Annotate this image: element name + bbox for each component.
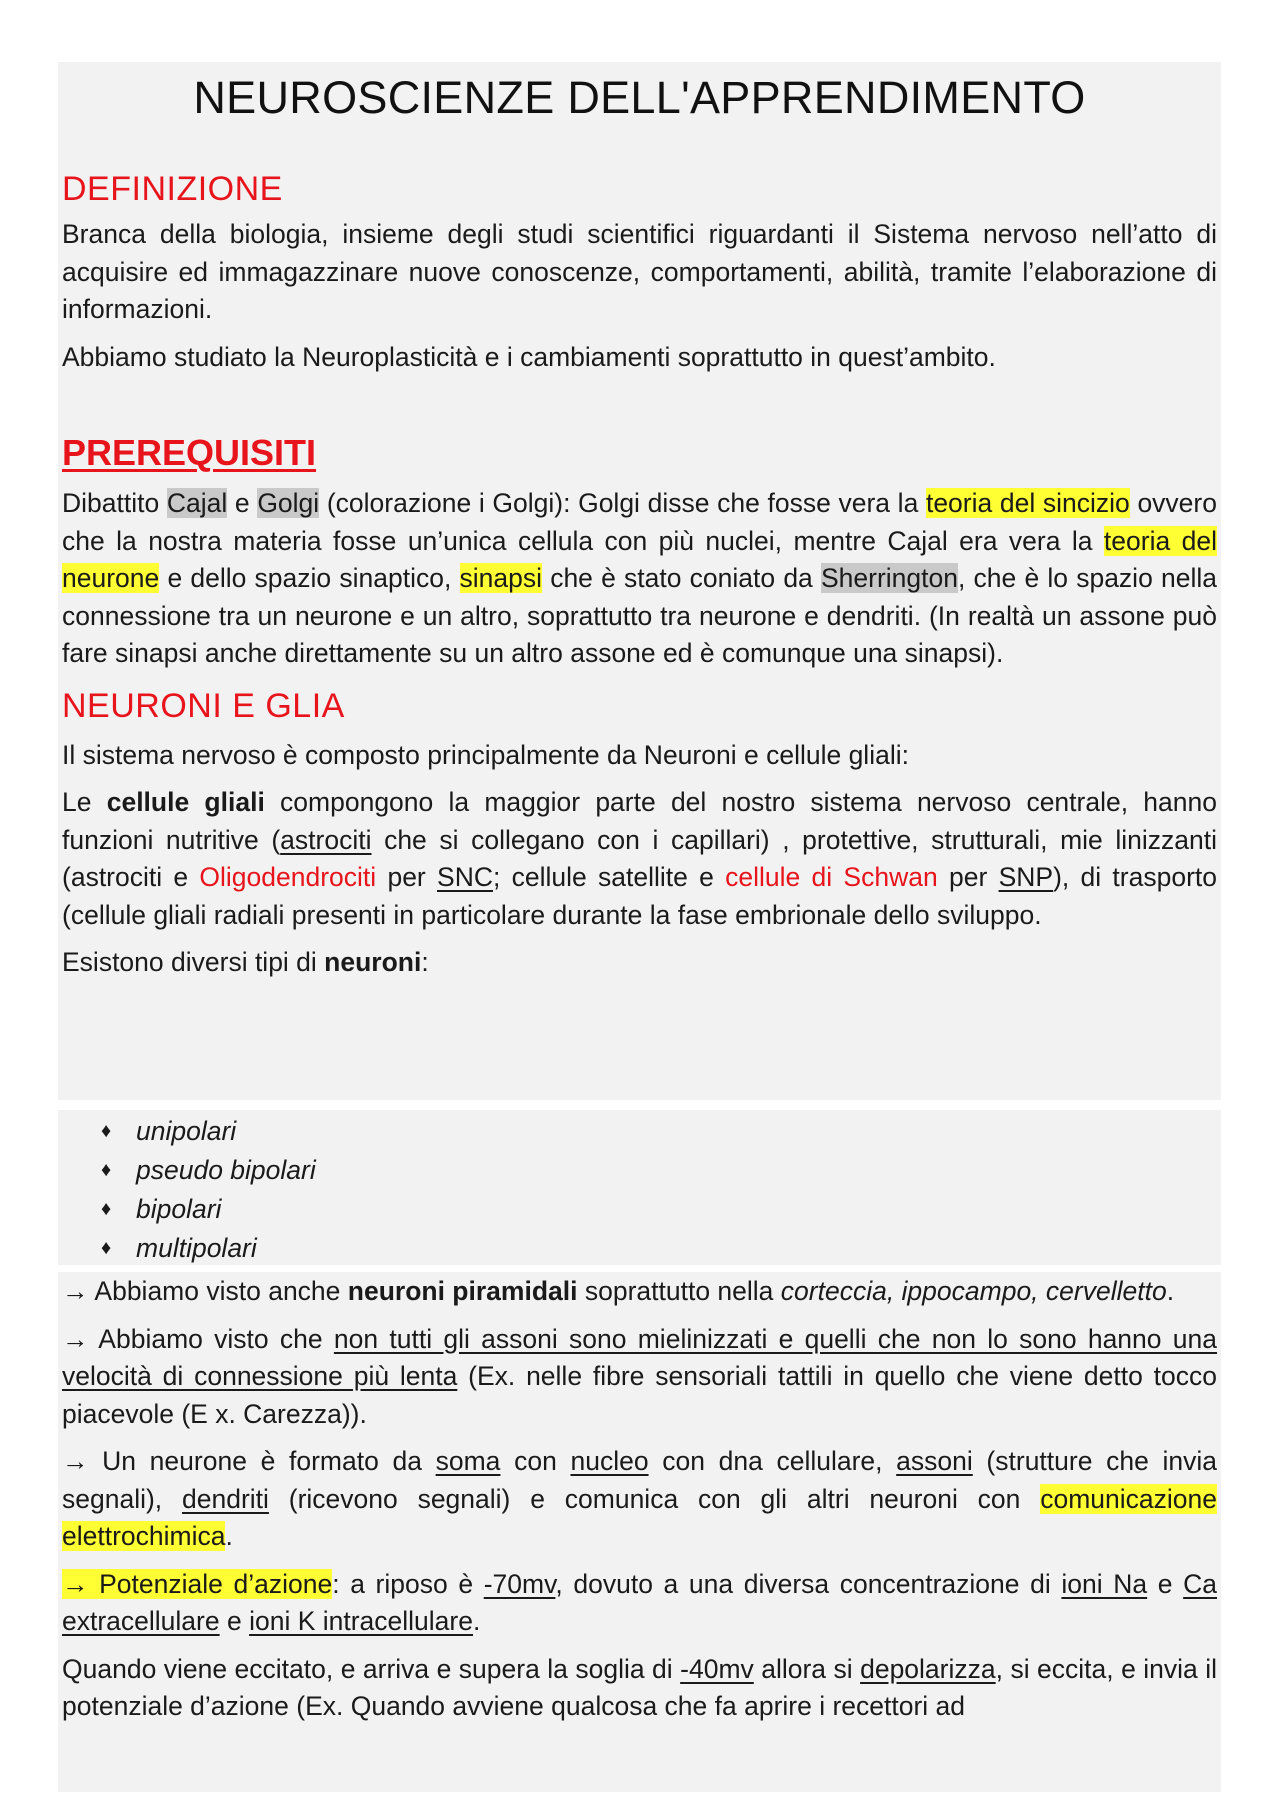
section-heading-definizione: DEFINIZIONE — [62, 170, 283, 208]
prerequisiti-paragraph: Dibattito Cajal e Golgi (colorazione i Golgi): Golgi disse che fosse vera la teoria del sincizio ovvero che la nostra materia fosse un’unica cellula con più nuclei, mentre Cajal era vera la teoria del neurone e dello spazio sinaptico, sinapsi che è stato coniato da Sherrington, che è lo spazio nella connessione tra un neurone e un altro, soprattutto tra neurone e dendriti. (In realtà un assone può fare sinapsi anche direttamente su un altro assone ed è comunque una sinapsi). — [62, 488, 1217, 668]
highlight-teoria-neurone: teoria del neurone — [62, 525, 1217, 593]
diamond-bullet-icon: ♦ — [101, 1198, 112, 1220]
list-item: ♦ pseudo bipolari — [58, 1151, 1221, 1190]
highlight-comunicazione-elettrochimica: comunicazione elettrochimica — [62, 1483, 1217, 1551]
list-item: ♦ unipolari — [58, 1112, 1221, 1151]
note-struttura-neurone: → Un neurone è formato da soma con nucleo con dna cellulare, assoni (strutture che invia segnali), dendriti (ricevono segnali) e comunica con gli altri neuroni con comunicazione elettrochimica. — [62, 1446, 1217, 1551]
highlight-golgi: Golgi — [257, 488, 320, 518]
cellule-gliali-paragraph: Le cellule gliali compongono la maggior parte del nostro sistema nervoso centrale, hanno funzioni nutritive (astrociti che si collegano con i capillari) , protettive, strutturali, mie linizzanti (astrociti e Oligodendrociti per SNC; cellule satellite e cellule di Schwan per SNP), di trasporto (cellule gliali radiali presenti in particolare durante la fase embrionale dello sviluppo. — [62, 787, 1218, 930]
highlight-potenziale-azione: Potenziale d’azione — [88, 1568, 333, 1599]
highlight-teoria-sincizio: teoria del sincizio — [925, 488, 1130, 518]
arrow-icon: → — [62, 1568, 89, 1599]
neuron-types-list-block — [58, 1110, 1221, 1265]
section-heading-prerequisiti: PREREQUISITI — [62, 432, 317, 473]
neuroplasticita-paragraph: Abbiamo studiato la Neuroplasticità e i cambiamenti soprattutto in quest’ambito. — [62, 341, 996, 372]
sistema-nervoso-paragraph: Il sistema nervoso è composto principalmente da Neuroni e cellule gliali: — [62, 739, 909, 770]
arrow-icon: → — [62, 1276, 89, 1306]
note-assoni-mielinizzati: → Abbiamo visto che non tutti gli assoni sono mielinizzati e quelli che non lo sono hanno una velocità di connessione più lenta (Ex. nelle fibre sensoriali tattili in quello che viene detto tocco piacevole (E x. Carezza)). — [62, 1323, 1218, 1429]
highlight-sherrington: Sherrington — [820, 563, 958, 593]
tipi-neuroni-intro: Esistono diversi tipi di neuroni: — [62, 947, 429, 977]
main-text-block — [58, 62, 1221, 1100]
diamond-bullet-icon: ♦ — [101, 1159, 112, 1181]
arrow-icon: → — [62, 1323, 89, 1354]
notes-block — [58, 1272, 1221, 1792]
definizione-paragraph: Branca della biologia, insieme degli studi scientifici riguardanti il Sistema nervoso nell’atto di acquisire ed immagazzinare nuove conoscenze, comportamenti, abilità, tramite l’elaborazione di informazioni. — [62, 219, 1217, 324]
diamond-bullet-icon: ♦ — [101, 1237, 112, 1259]
neuron-types-list — [58, 1112, 1221, 1268]
list-item: ♦ multipolari — [58, 1229, 1221, 1268]
soglia-paragraph: Quando viene eccitato, e arriva e supera la soglia di -40mv allora si depolarizza, si eccita, e invia il potenziale d’azione (Ex. Quando avviene qualcosa che fa aprire i recettori ad — [62, 1653, 1217, 1721]
arrow-icon: → — [62, 1446, 89, 1476]
note-potenziale-azione: → Potenziale d’azione: a riposo è -70mv, dovuto a una diversa concentrazione di ioni Na e Ca extracellulare e ioni K intracellulare. — [62, 1568, 1218, 1636]
page-title: NEUROSCIENZE DELL'APPRENDIMENTO — [193, 72, 1086, 123]
list-item: ♦ bipolari — [58, 1190, 1221, 1229]
note-neuroni-piramidali: → Abbiamo visto anche neuroni piramidali soprattutto nella corteccia, ippocampo, cervelletto. — [62, 1276, 1175, 1306]
diamond-bullet-icon: ♦ — [101, 1120, 112, 1142]
highlight-sinapsi: sinapsi — [459, 563, 542, 593]
section-heading-neuroni-glia: NEURONI E GLIA — [62, 686, 345, 725]
highlight-cajal: Cajal — [166, 488, 228, 518]
